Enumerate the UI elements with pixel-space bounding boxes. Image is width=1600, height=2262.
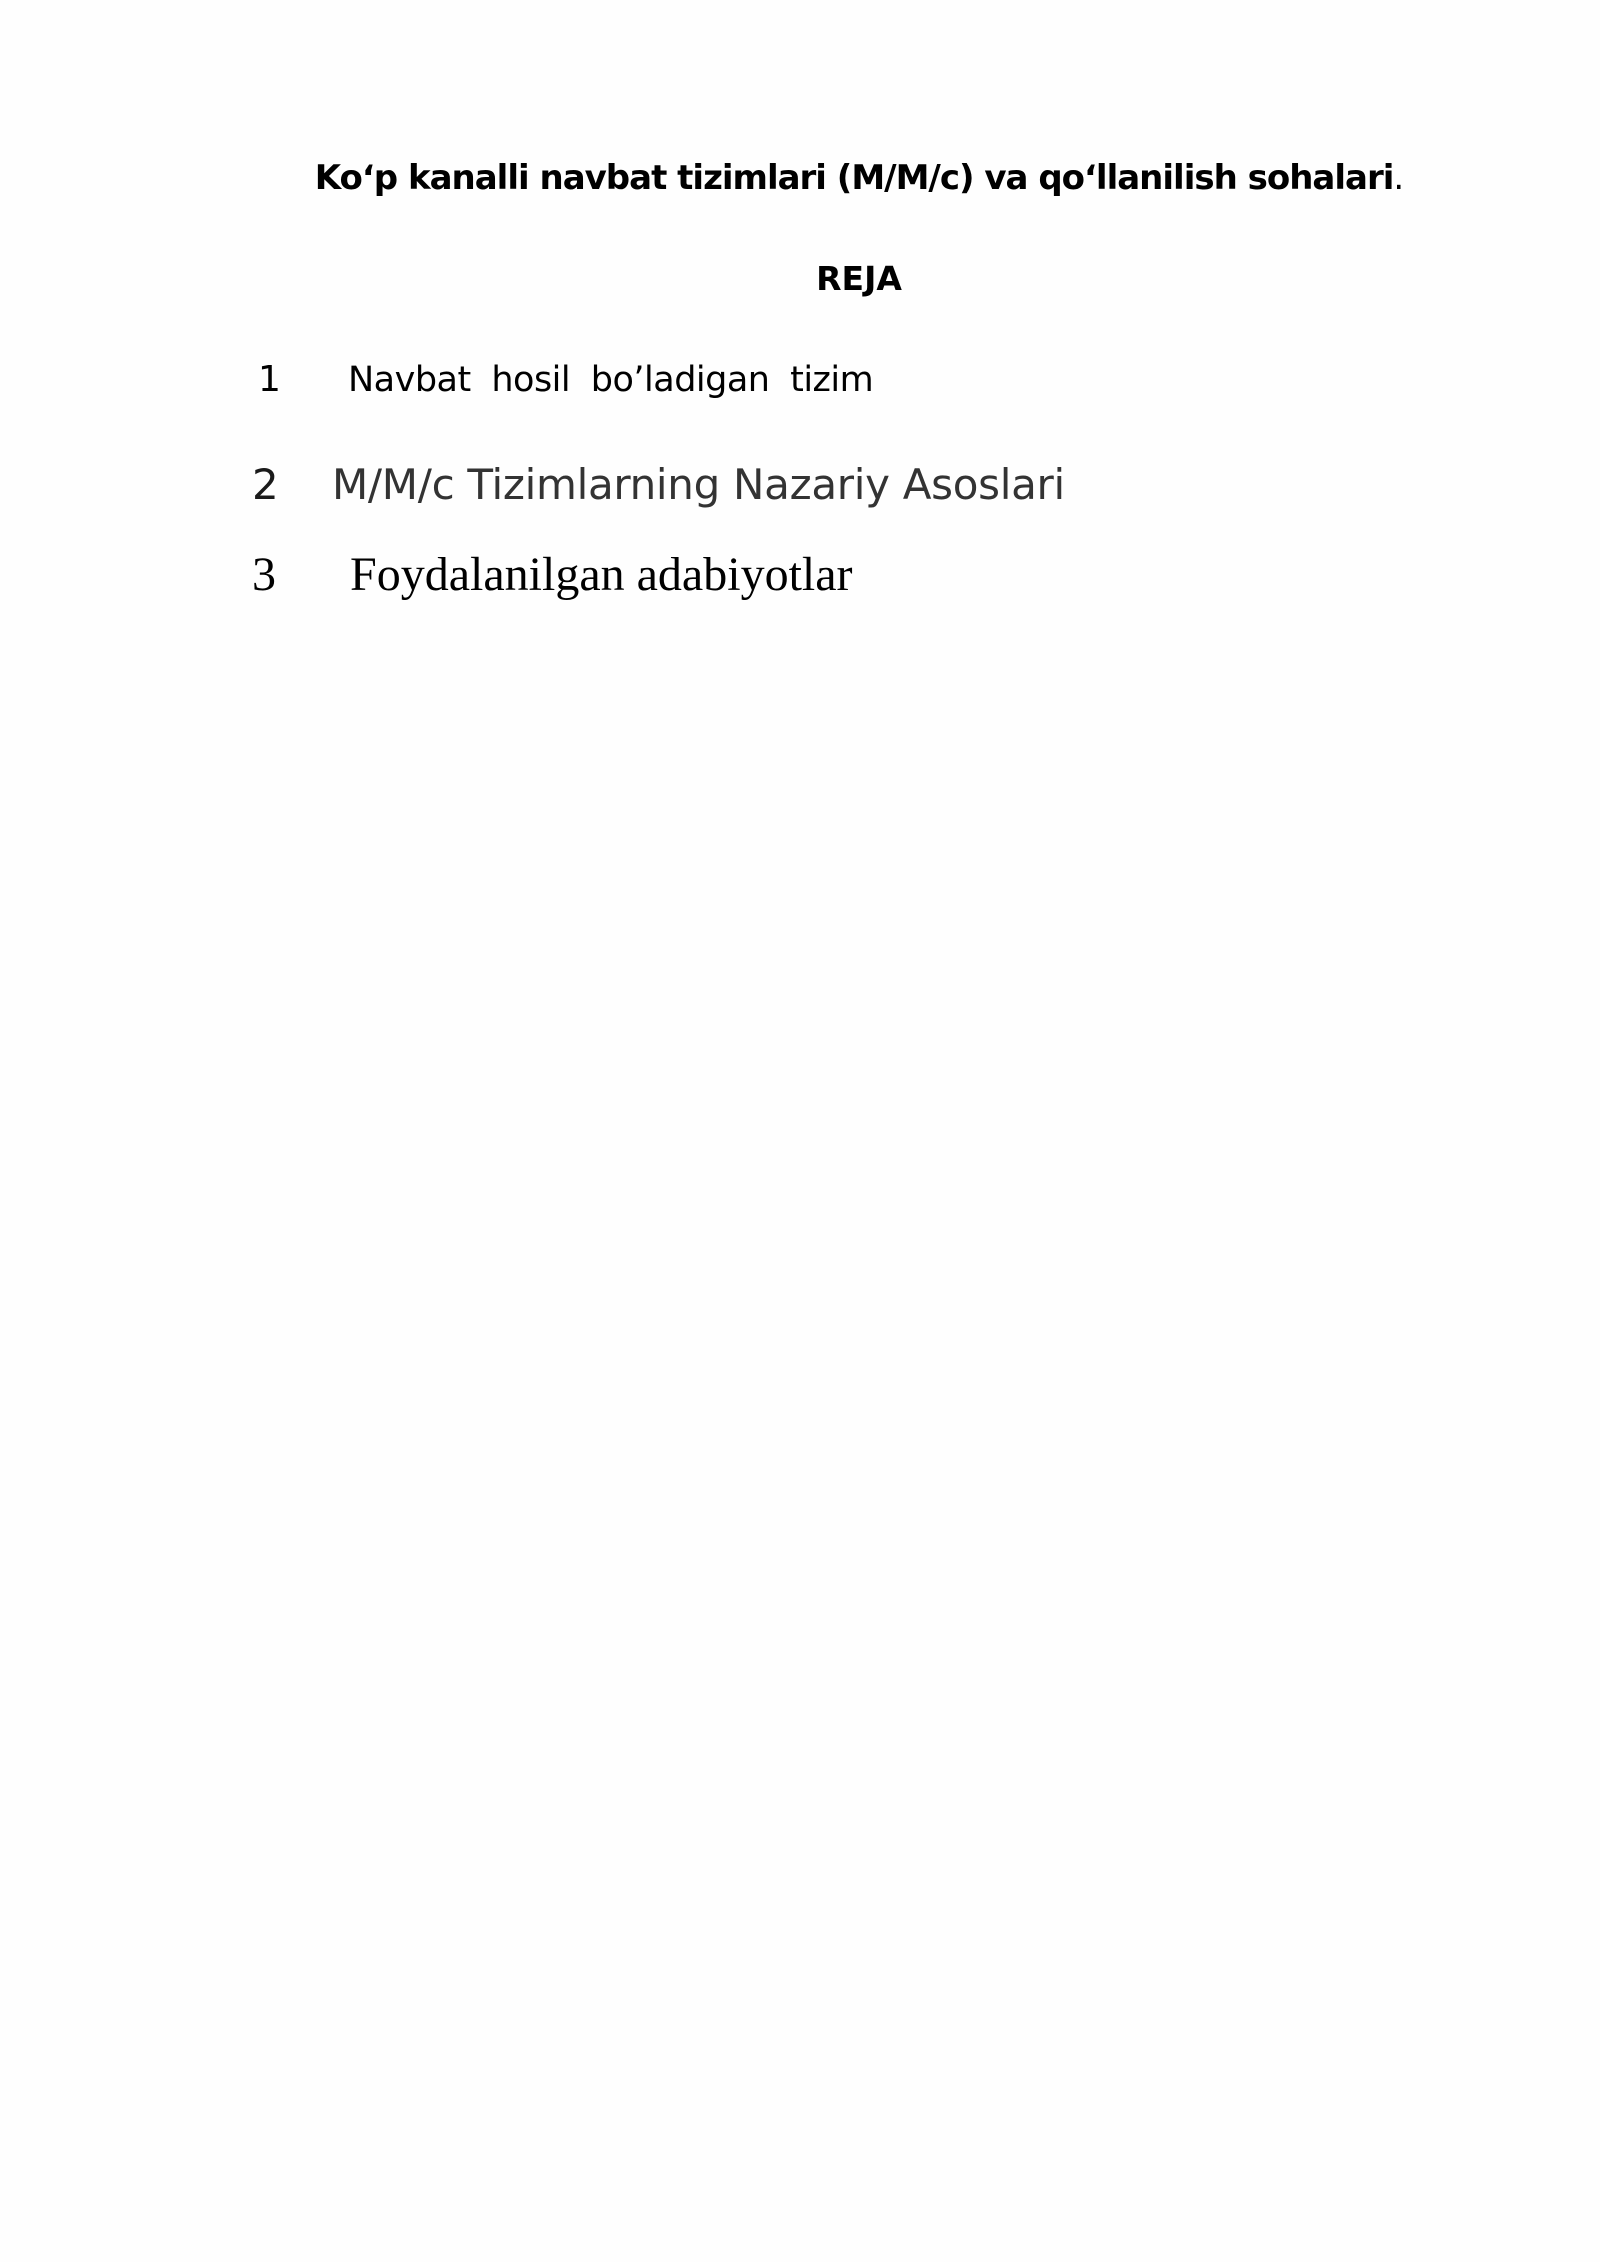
- plan-item-number: 3: [252, 548, 276, 601]
- document-title-text: Ko‘p kanalli navbat tizimlari (M/M/c) va qo‘llanilish sohalari: [314, 158, 1394, 198]
- plan-item-3: [0, 545, 1600, 605]
- plan-item-text: Foydalanilgan adabiyotlar: [350, 548, 853, 601]
- plan-item-1: [0, 356, 1600, 406]
- plan-item-text: M/M/c Tizimlarning Nazariy Asoslari: [332, 460, 1065, 509]
- plan-item-2: [0, 457, 1600, 517]
- plan-item-number: 2: [252, 460, 279, 509]
- plan-heading: REJA: [816, 259, 902, 298]
- plan-item-text: Navbat hosil bo’ladigan tizim: [348, 360, 874, 400]
- document-title: [0, 156, 1600, 200]
- document-title-period: .: [1393, 158, 1404, 198]
- plan-item-number: 1: [258, 359, 281, 400]
